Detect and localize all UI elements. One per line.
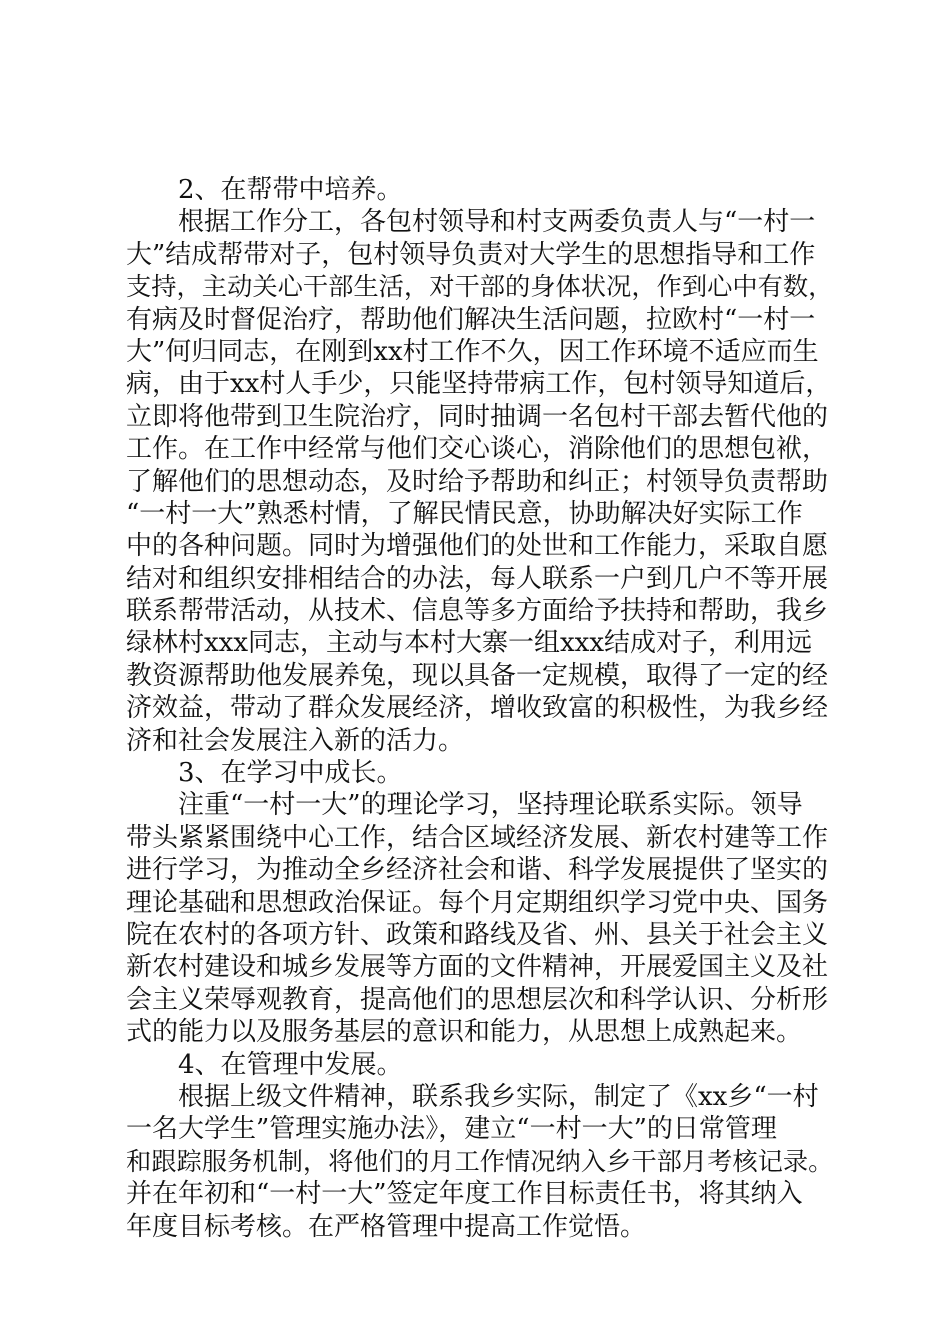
paragraph-line: 大”何归同志，在刚到xx村工作不久，因工作环境不适应而生 xyxy=(126,336,819,367)
paragraph-line: 根据工作分工，各包村领导和村支两委负责人与“一村一 xyxy=(178,207,816,238)
section-paragraph xyxy=(126,206,834,757)
paragraph-line: 院在农村的各项方针、政策和路线及省、州、县关于社会主义 xyxy=(126,919,829,950)
paragraph-line: 进行学习，为推动全乡经济社会和谐、科学发展提供了坚实的 xyxy=(126,855,829,886)
paragraph-line: 带头紧紧围绕中心工作，结合区域经济发展、新农村建等工作 xyxy=(126,822,829,853)
paragraph-line: 联系帮带活动，从技术、信息等多方面给予扶持和帮助，我乡 xyxy=(126,596,829,627)
paragraph-line: 工作。在工作中经常与他们交心谈心，消除他们的思想包袱， xyxy=(126,434,829,465)
paragraph-line: 立即将他带到卫生院治疗，同时抽调一名包村干部去暂代他的 xyxy=(126,401,829,432)
paragraph-line: 绿林村xxx同志，主动与本村大寨一组xxx结成对子，利用远 xyxy=(126,628,812,659)
section-3 xyxy=(126,757,834,1049)
paragraph-line: 了解他们的思想动态，及时给予帮助和纠正；村领导负责帮助 xyxy=(126,466,829,497)
paragraph-line: 济和社会发展注入新的活力。 xyxy=(126,725,465,756)
paragraph-line: 年度目标考核。在严格管理中提高工作觉悟。 xyxy=(126,1211,647,1242)
paragraph-line: 会主义荣辱观教育，提高他们的思想层次和科学认识、分析形 xyxy=(126,984,829,1015)
section-heading: 4、在管理中发展。 xyxy=(178,1049,403,1080)
paragraph-line: 有病及时督促治疗，帮助他们解决生活问题，拉欧村“一村一 xyxy=(126,304,816,335)
section-paragraph xyxy=(126,789,834,1048)
section-4 xyxy=(126,1049,834,1243)
paragraph-line: 大”结成帮带对子，包村领导负责对大学生的思想指导和工作 xyxy=(126,239,816,270)
paragraph-line: 结对和组织安排相结合的办法，每人联系一户到几户不等开展 xyxy=(126,563,829,594)
paragraph-line: 根据上级文件精神，联系我乡实际，制定了《xx乡“一村 xyxy=(178,1081,819,1112)
section-2 xyxy=(126,174,834,757)
paragraph-line: 和跟踪服务机制，将他们的月工作情况纳入乡干部月考核记录。 xyxy=(126,1146,834,1176)
paragraph-line: 济效益，带动了群众发展经济，增收致富的积极性，为我乡经 xyxy=(126,693,829,724)
paragraph-line: 一名大学生”管理实施办法》，建立“一村一大”的日常管理 xyxy=(126,1114,777,1145)
paragraph-line: 注重“一村一大”的理论学习，坚持理论联系实际。领导 xyxy=(178,790,803,821)
section-paragraph xyxy=(126,1081,834,1243)
document-body xyxy=(126,174,834,1243)
paragraph-line: 新农村建设和城乡发展等方面的文件精神，开展爱国主义及社 xyxy=(126,952,829,983)
section-heading: 3、在学习中成长。 xyxy=(178,758,403,789)
paragraph-line: 中的各种问题。同时为增强他们的处世和工作能力，采取自愿 xyxy=(126,531,829,562)
paragraph-line: 支持，主动关心干部生活，对干部的身体状况，作到心中有数， xyxy=(126,272,834,302)
paragraph-line: 理论基础和思想政治保证。每个月定期组织学习党中央、国务 xyxy=(126,887,829,918)
paragraph-line: “一村一大”熟悉村情，了解民情民意，协助解决好实际工作 xyxy=(126,498,803,529)
paragraph-line: 并在年初和“一村一大”签定年度工作目标责任书，将其纳入 xyxy=(126,1179,803,1210)
paragraph-line: 教资源帮助他发展养兔，现以具备一定规模，取得了一定的经 xyxy=(126,660,829,691)
paragraph-line: 病，由于xx村人手少，只能坚持带病工作，包村领导知道后， xyxy=(126,369,832,400)
section-heading: 2、在帮带中培养。 xyxy=(178,175,403,205)
paragraph-line: 式的能力以及服务基层的意识和能力，从思想上成熟起来。 xyxy=(126,1017,803,1048)
